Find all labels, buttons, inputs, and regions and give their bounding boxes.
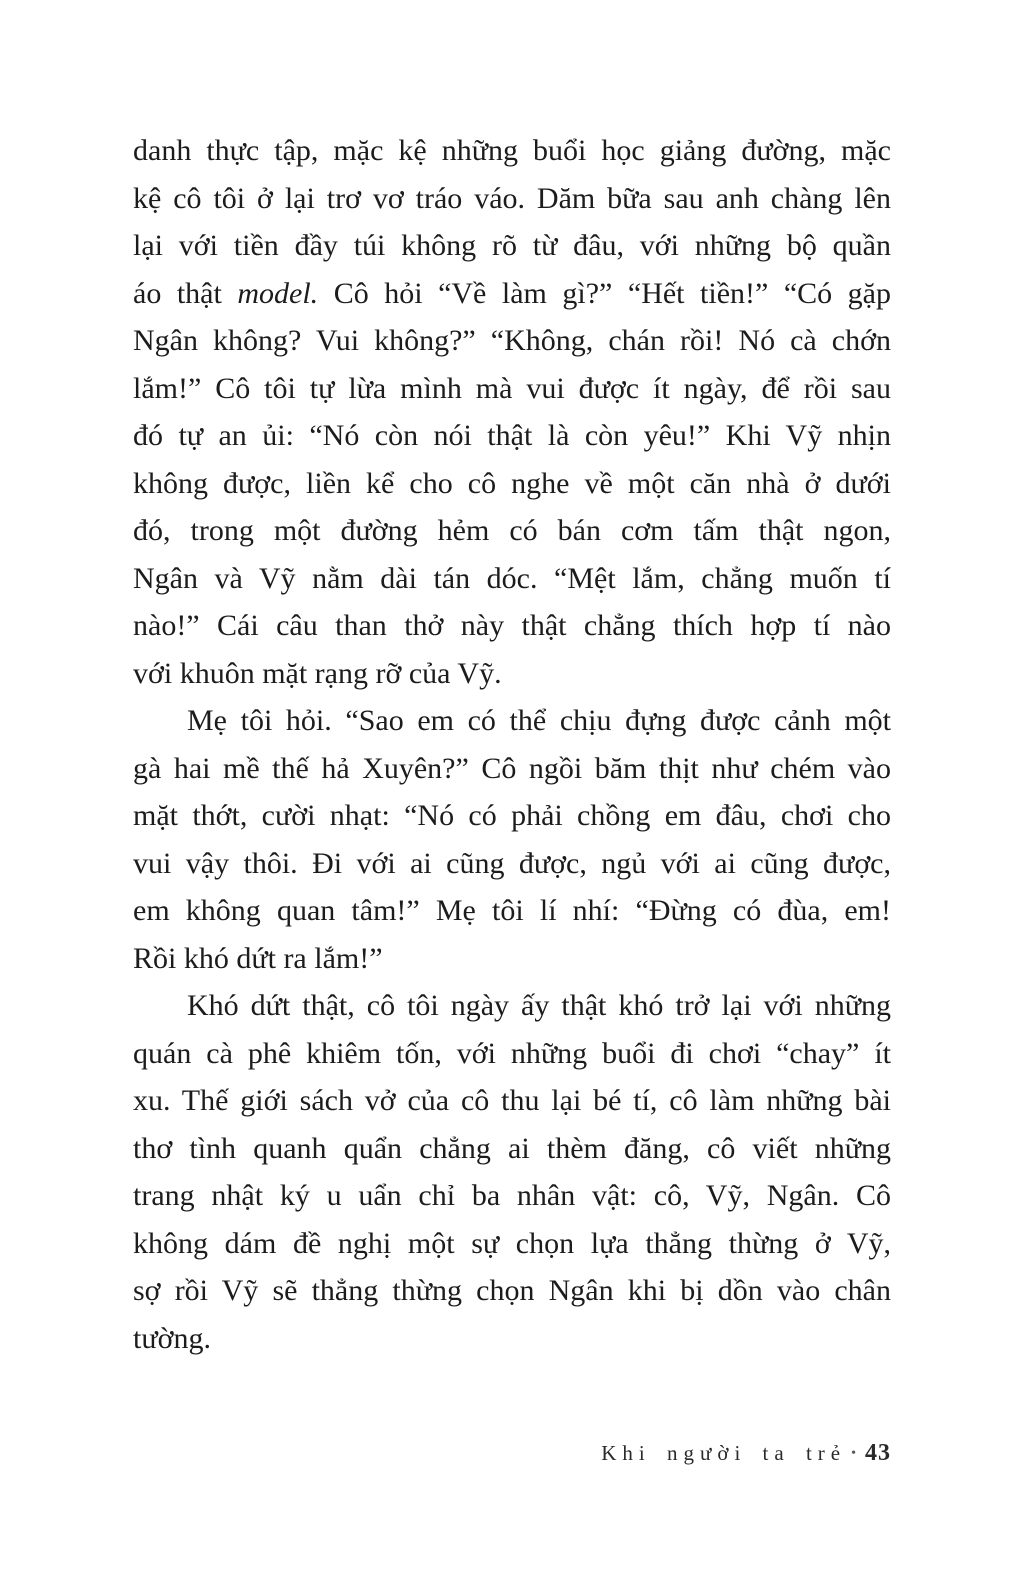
text-line: áo thật model. Cô hỏi “Về làm gì?” “Hết tiền!” “Có gặp: [133, 276, 891, 310]
text-line: thơ tình quanh quẩn chẳng ai thèm đăng, cô viết những: [133, 1131, 891, 1165]
page-number: 43: [865, 1440, 891, 1466]
text-line: Ngân không? Vui không?” “Không, chán rồi! Nó cà chớn: [133, 324, 891, 357]
text-line: tường.: [133, 1321, 211, 1355]
paragraph: [133, 127, 891, 697]
text-line: đó tự an ủi: “Nó còn nói thật là còn yêu!” Khi Vỹ nhịn: [133, 419, 891, 452]
paragraph: [133, 697, 891, 982]
text-line: vui vậy thôi. Đi với ai cũng được, ngủ với ai cũng được,: [133, 846, 891, 880]
bullet-separator: •: [851, 1446, 856, 1461]
text-line: mặt thớt, cười nhạt: “Nó có phải chồng em đâu, chơi cho: [133, 799, 891, 832]
text-line: gà hai mề thế hả Xuyên?” Cô ngồi băm thịt như chém vào: [133, 751, 891, 785]
text-line: Ngân và Vỹ nằm dài tán dóc. “Mệt lắm, chẳng muốn tí: [133, 561, 891, 595]
text-line: danh thực tập, mặc kệ những buổi học giảng đường, mặc: [133, 134, 891, 167]
text-line: lắm!” Cô tôi tự lừa mình mà vui được ít ngày, để rồi sau: [133, 371, 891, 405]
text-line: không dám đề nghị một sự chọn lựa thẳng thừng ở Vỹ,: [133, 1226, 891, 1260]
running-title: Khi người ta trẻ: [601, 1441, 847, 1465]
text-line: Khó dứt thật, cô tôi ngày ấy thật khó trở lại với những: [187, 989, 891, 1022]
text-line: quán cà phê khiêm tốn, với những buổi đi chơi “chay” ít: [133, 1036, 891, 1070]
text-line: Mẹ tôi hỏi. “Sao em có thể chịu đựng được cảnh một: [187, 704, 891, 737]
text-block: [133, 127, 891, 1362]
text-line: em không quan tâm!” Mẹ tôi lí nhí: “Đừng có đùa, em!: [133, 894, 891, 927]
text-line: sợ rồi Vỹ sẽ thẳng thừng chọn Ngân khi bị dồn vào chân: [133, 1274, 891, 1307]
text-line: đó, trong một đường hẻm có bán cơm tấm thật ngon,: [133, 514, 891, 547]
text-line: trang nhật ký u uẩn chỉ ba nhân vật: cô, Vỹ, Ngân. Cô: [133, 1179, 891, 1212]
text-line: Rồi khó dứt ra lắm!”: [133, 941, 383, 975]
text-line: xu. Thế giới sách vở của cô thu lại bé tí, cô làm những bài: [133, 1084, 891, 1117]
page-footer: [133, 1440, 891, 1467]
text-line: lại với tiền đầy túi không rõ từ đâu, với những bộ quần: [133, 229, 891, 262]
text-line: với khuôn mặt rạng rỡ của Vỹ.: [133, 656, 502, 690]
paragraph: [133, 982, 891, 1362]
text-line: không được, liền kể cho cô nghe về một căn nhà ở dưới: [133, 466, 891, 500]
text-line: kệ cô tôi ở lại trơ vơ tráo váo. Dăm bữa sau anh chàng lên: [133, 181, 891, 215]
text-line: nào!” Cái câu than thở này thật chẳng thích hợp tí nào: [133, 609, 891, 642]
